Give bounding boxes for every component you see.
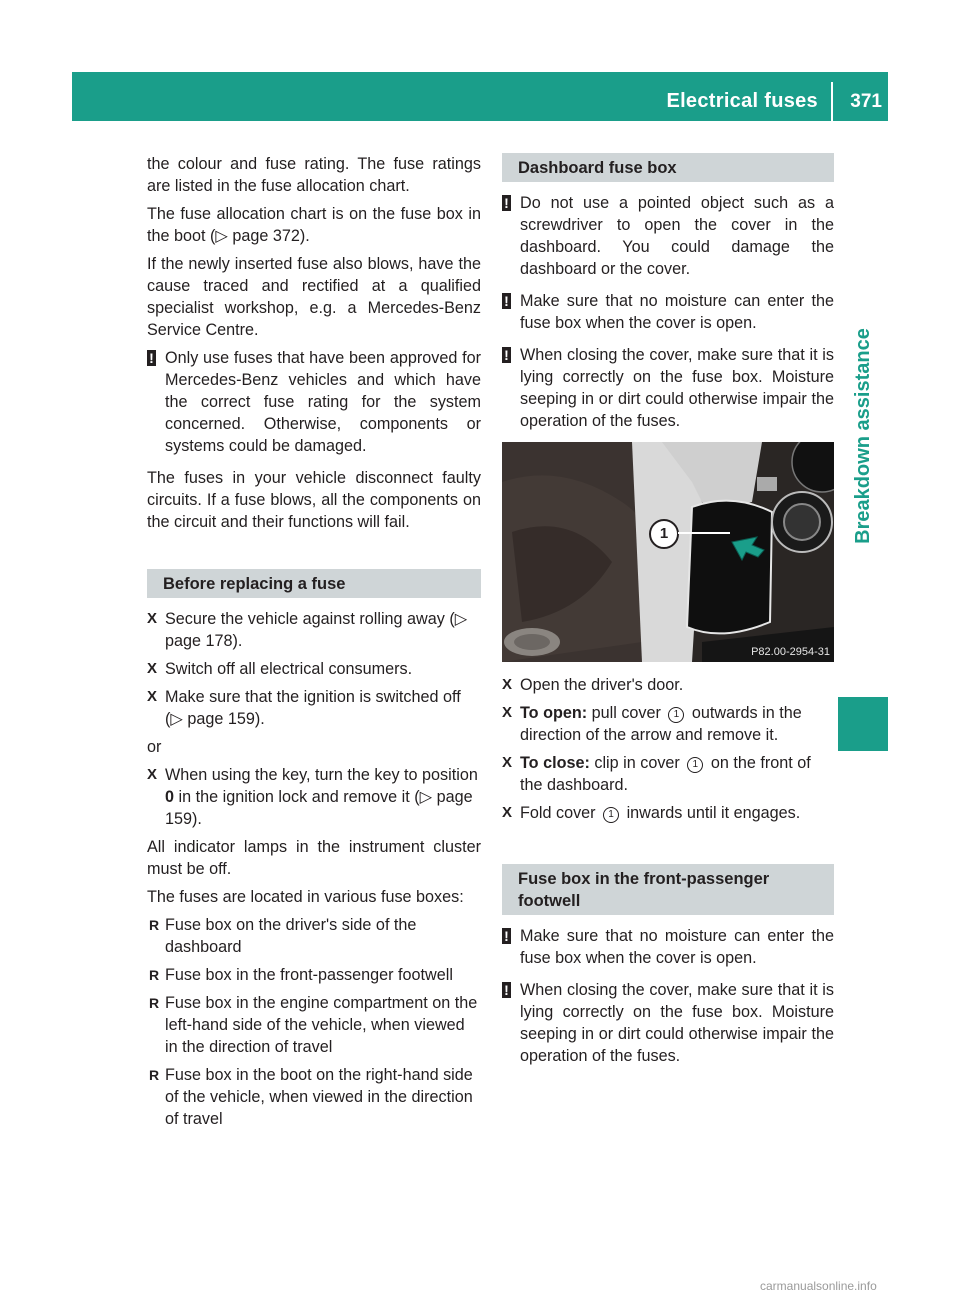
right-column: [502, 153, 834, 1077]
warning-note: [502, 344, 834, 432]
paragraph: All indicator lamps in the instrument cluster must be off.: [147, 838, 481, 878]
step-text: Fold cover: [520, 804, 601, 822]
step-text: in the ignition lock and remove it (▷ page 159).: [165, 788, 473, 828]
warning-note: [502, 192, 834, 280]
or-text: or: [147, 738, 162, 756]
step-lead: To open:: [520, 704, 588, 722]
step-arrow-icon: X: [502, 676, 513, 693]
step-item: [502, 674, 834, 696]
step-text: When using the key, turn the key to position: [165, 766, 478, 784]
paragraph: The fuses in your vehicle disconnect faulty circuits. If a fuse blows, all the components on the circuit and their functions will fail.: [147, 469, 481, 531]
step-text: inwards until it engages.: [622, 804, 801, 822]
bullet-icon: R: [149, 1067, 160, 1083]
step-arrow-icon: X: [147, 766, 158, 783]
section-heading: Dashboard fuse box: [502, 153, 834, 182]
bullet-icon: R: [149, 967, 160, 983]
callout-1-icon: 1: [668, 707, 684, 723]
intro-paragraph: The fuse allocation chart is on the fuse box in the boot (▷ page 372).: [147, 205, 481, 245]
warning-note: [502, 979, 834, 1067]
step-item: [147, 658, 481, 680]
list-item-text: Fuse box in the boot on the right-hand side of the vehicle, when viewed in the direction of travel: [165, 1066, 473, 1128]
step-text: pull cover: [587, 704, 666, 722]
side-tab-label: Breakdown assistance: [852, 328, 874, 544]
warning-text: Make sure that no moisture can enter the fuse box when the cover is open.: [520, 927, 834, 967]
warning-text: When closing the cover, make sure that it is lying correctly on the fuse box. Moisture seeping in or dirt could otherwise impair the operation of the fuses.: [520, 346, 834, 430]
key-position: 0: [165, 788, 175, 806]
warning-icon: !: [502, 195, 511, 211]
warning-note: [502, 925, 834, 969]
page-number: 371: [850, 91, 882, 112]
step-text: Secure the vehicle against rolling away (▷ page 178).: [165, 610, 468, 650]
step-arrow-icon: X: [147, 660, 158, 677]
list-item: [147, 964, 481, 986]
callout-1-icon: 1: [603, 807, 619, 823]
warning-icon: !: [502, 293, 511, 309]
warning-text: Only use fuses that have been approved for Mercedes-Benz vehicles and which have the correct fuse rating for the system concerned. Otherwise, components or systems could be damaged.: [165, 349, 481, 455]
section-title: Electrical fuses: [666, 90, 818, 112]
step-item: [502, 702, 834, 746]
list-item-text: Fuse box in the engine compartment on the left-hand side of the vehicle, when viewed in the direction of travel: [165, 994, 478, 1056]
list-item: [147, 1064, 481, 1130]
step-arrow-icon: X: [502, 754, 513, 771]
warning-text: Make sure that no moisture can enter the fuse box when the cover is open.: [520, 292, 834, 332]
step-lead: To close:: [520, 754, 590, 772]
bullet-icon: R: [149, 917, 160, 933]
section-heading: Before replacing a fuse: [147, 569, 481, 598]
step-arrow-icon: X: [502, 804, 513, 821]
step-item: [502, 752, 834, 796]
step-item: [147, 764, 481, 830]
list-item-text: Fuse box on the driver's side of the dashboard: [165, 916, 417, 956]
watermark: carmanualsonline.info: [760, 1279, 877, 1293]
section-heading: Fuse box in the front-passenger footwell: [502, 864, 834, 915]
dashboard-fuse-box-photo: [502, 442, 834, 662]
warning-icon: !: [502, 928, 511, 944]
warning-note: [147, 347, 481, 457]
warning-icon: !: [502, 347, 511, 363]
paragraph: The fuses are located in various fuse boxes:: [147, 888, 464, 906]
image-code: P82.00-2954-31: [751, 646, 830, 658]
dashboard-illustration: [502, 442, 834, 662]
side-tab: [838, 121, 888, 751]
intro-paragraph: If the newly inserted fuse also blows, have the cause traced and rectified at a qualified specialist workshop, e.g. a Mercedes-Benz Service Centre.: [147, 255, 481, 339]
callout-1-icon: 1: [687, 757, 703, 773]
step-arrow-icon: X: [502, 704, 513, 721]
step-text: Switch off all electrical consumers.: [165, 660, 413, 678]
step-item: [502, 802, 834, 824]
step-text: on the front of the dashboard.: [520, 754, 811, 794]
warning-icon: !: [147, 350, 156, 366]
step-text: clip in cover: [589, 754, 685, 772]
step-arrow-icon: X: [147, 688, 158, 705]
step-arrow-icon: X: [147, 610, 158, 627]
step-text: Open the driver's door.: [520, 676, 684, 694]
list-item: [147, 992, 481, 1058]
step-text: Make sure that the ignition is switched off (▷ page 159).: [165, 688, 461, 728]
callout-leader-line: [678, 532, 730, 534]
side-tab-marker: [838, 697, 888, 751]
callout-1-icon: 1: [649, 519, 679, 549]
intro-paragraph: the colour and fuse rating. The fuse ratings are listed in the fuse allocation chart.: [147, 155, 481, 195]
warning-icon: !: [502, 982, 511, 998]
header-bar: [72, 72, 888, 121]
list-item: [147, 914, 481, 958]
warning-text: Do not use a pointed object such as a screwdriver to open the cover in the dashboard. You could damage the dashboard or the cover.: [520, 194, 834, 278]
warning-note: [502, 290, 834, 334]
step-item: [147, 608, 481, 652]
warning-text: When closing the cover, make sure that it is lying correctly on the fuse box. Moisture seeping in or dirt could otherwise impair the operation of the fuses.: [520, 981, 834, 1065]
step-text: outwards in the direction of the arrow and remove it.: [520, 704, 802, 744]
bullet-icon: R: [149, 995, 160, 1011]
list-item-text: Fuse box in the front-passenger footwell: [165, 966, 453, 984]
step-item: [147, 686, 481, 730]
left-column: [147, 153, 481, 1136]
header-divider: [831, 82, 833, 121]
